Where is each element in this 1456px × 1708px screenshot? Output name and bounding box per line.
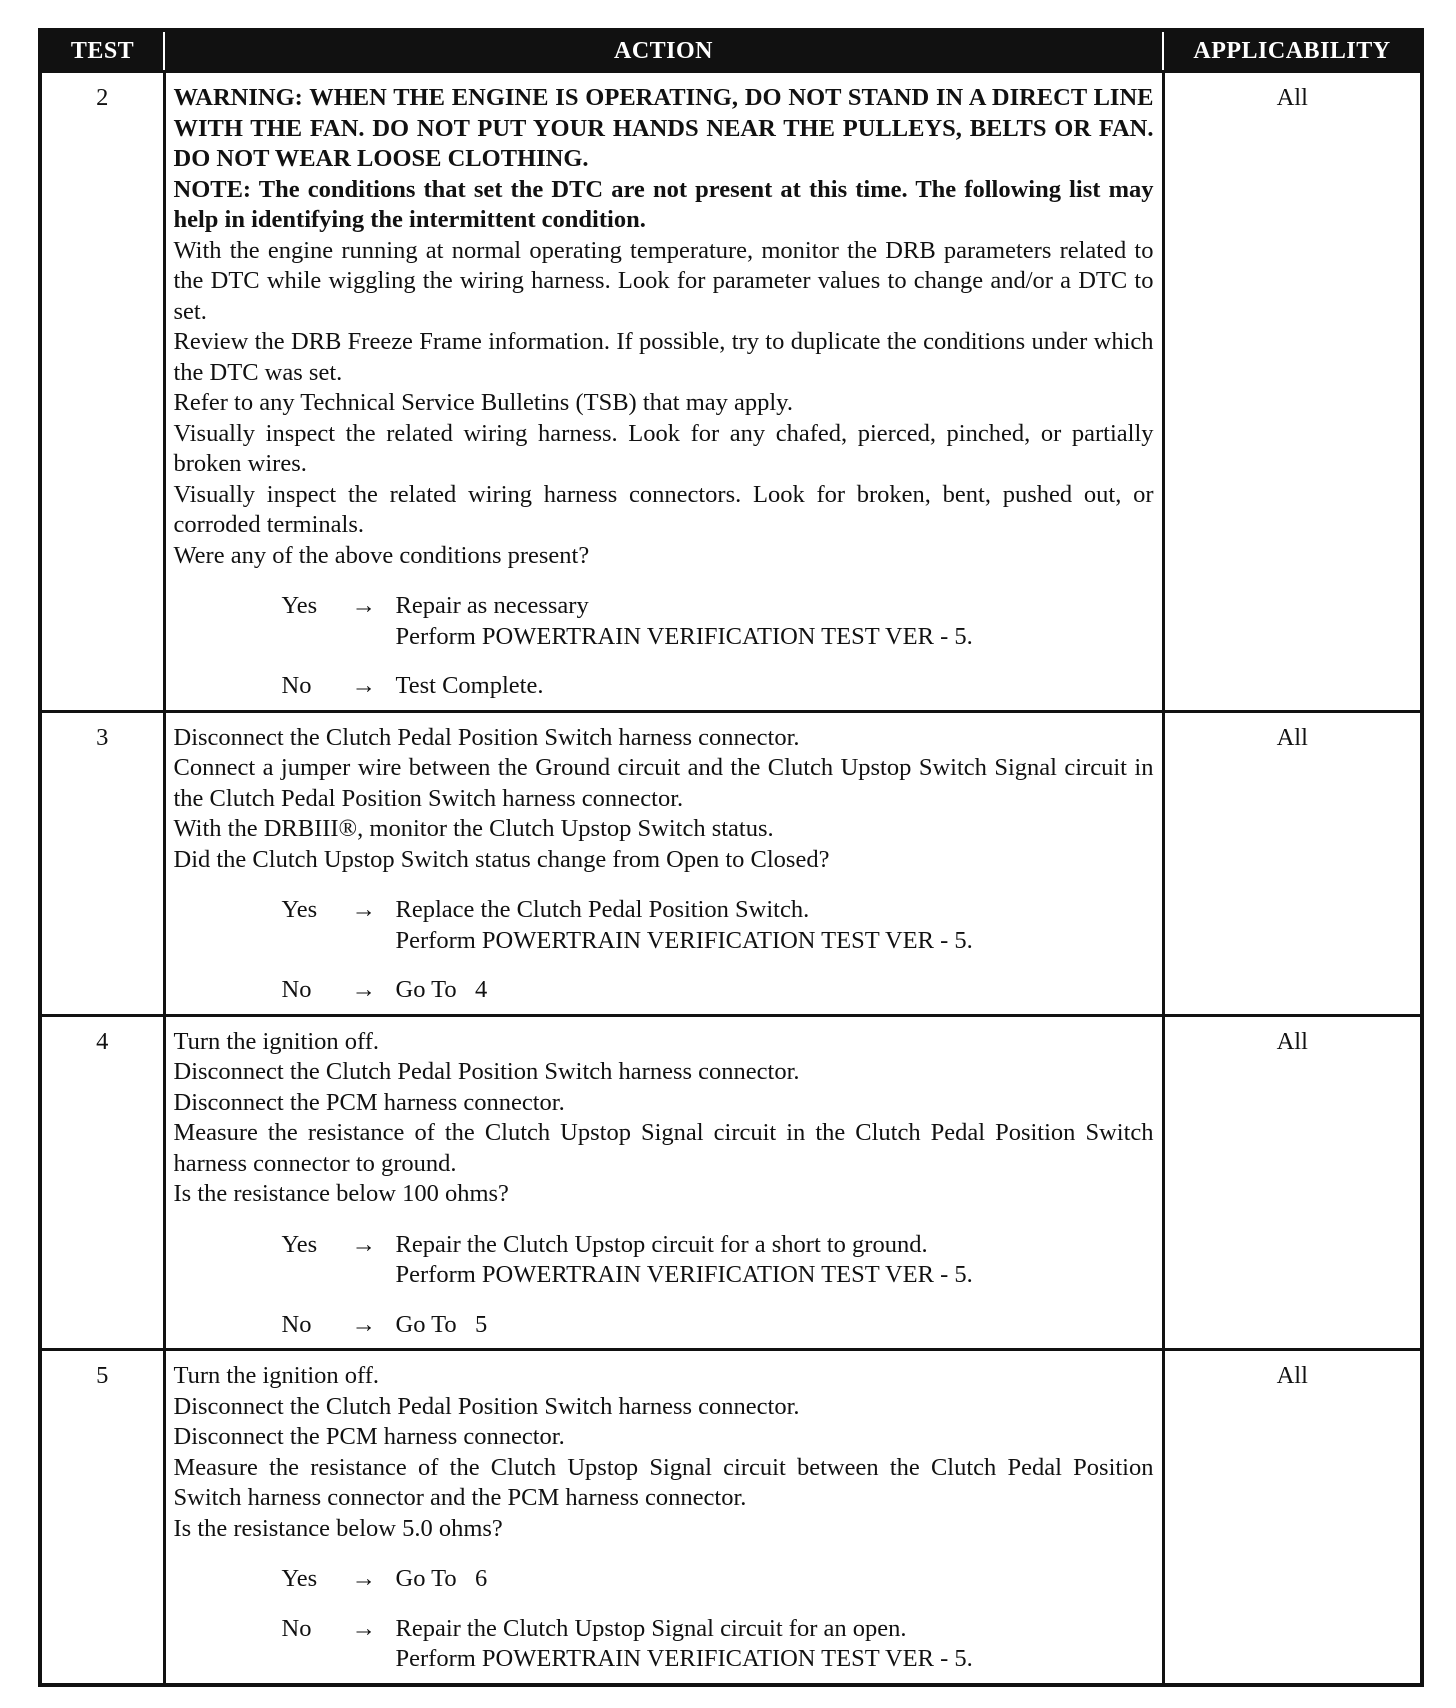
branch-text-line: Perform POWERTRAIN VERIFICATION TEST VER - 5. xyxy=(395,622,973,650)
test-number: 3 xyxy=(40,711,164,1015)
action-step-line: Disconnect the PCM harness connector. xyxy=(173,1423,565,1450)
branch-text xyxy=(396,975,1154,1006)
result-branch xyxy=(174,1614,1154,1675)
action-step-line: Disconnect the Clutch Pedal Position Switch harness connector. xyxy=(173,1392,800,1420)
branch-label: Yes xyxy=(281,896,318,923)
result-branches xyxy=(174,591,1154,702)
action-step-line: Visually inspect the related wiring harness connectors. Look for broken, bent, pushed out, or corroded terminals. xyxy=(173,480,1154,538)
branch-text-line: Repair the Clutch Upstop Signal circuit for an open. xyxy=(395,1614,907,1642)
result-branch xyxy=(174,975,1154,1006)
branch-label: No xyxy=(281,1614,312,1642)
arrow-right-icon: → xyxy=(351,1614,376,1642)
branch-text xyxy=(396,1564,1154,1595)
action-step-line: With the engine running at normal operating temperature, monitor the DRB parameters related to the DTC while wiggling the wiring harness. Look for parameter values to change and/or a DTC to set. xyxy=(173,236,1154,325)
action-cell xyxy=(164,1350,1163,1685)
branch-text xyxy=(396,591,1154,652)
result-branch xyxy=(174,591,1154,652)
action-step-line: Turn the ignition off. xyxy=(173,1362,380,1389)
branch-text-line: Perform POWERTRAIN VERIFICATION TEST VER - 5. xyxy=(395,926,973,954)
table-header-row xyxy=(40,30,1422,72)
action-step-line: Disconnect the Clutch Pedal Position Switch harness connector. xyxy=(173,1058,800,1085)
table-row xyxy=(40,711,1422,1015)
result-branch xyxy=(174,1564,1154,1595)
result-branch xyxy=(174,1310,1154,1341)
applicability-cell: All xyxy=(1163,711,1422,1015)
branch-label: No xyxy=(281,1310,312,1338)
test-number: 5 xyxy=(40,1350,164,1685)
branch-text-line: Test Complete. xyxy=(395,672,544,699)
action-step-line: Disconnect the Clutch Pedal Position Switch harness connector. xyxy=(173,723,800,751)
branch-text-line: Go To 4 xyxy=(395,976,488,1003)
table-row xyxy=(40,1350,1422,1685)
result-branch xyxy=(174,1230,1154,1291)
action-step-line: Were any of the above conditions present? xyxy=(173,541,590,569)
applicability-cell: All xyxy=(1163,72,1422,712)
branch-text xyxy=(396,1230,1154,1291)
branch-text-line: Perform POWERTRAIN VERIFICATION TEST VER - 5. xyxy=(395,1645,973,1672)
action-step-line: With the DRBIII®, monitor the Clutch Upstop Switch status. xyxy=(173,815,774,842)
diagnostic-table xyxy=(38,28,1424,1687)
arrow-right-icon: → xyxy=(351,592,376,619)
action-step-line: Refer to any Technical Service Bulletins (TSB) that may apply. xyxy=(173,389,793,416)
table-row xyxy=(40,1015,1422,1350)
branch-text-line: Replace the Clutch Pedal Position Switch. xyxy=(395,896,810,923)
action-cell xyxy=(164,72,1163,712)
action-cell xyxy=(164,1015,1163,1350)
result-branches xyxy=(174,1564,1154,1675)
action-step-line: Did the Clutch Upstop Switch status change from Open to Closed? xyxy=(173,845,830,873)
header-applicability: APPLICABILITY xyxy=(1163,30,1422,72)
action-step-line: Turn the ignition off. xyxy=(173,1027,380,1055)
action-step-line: Visually inspect the related wiring harness. Look for any chafed, pierced, pinched, or partially broken wires. xyxy=(173,419,1154,477)
result-branch xyxy=(174,895,1154,956)
diagnostic-page xyxy=(38,28,1420,1687)
arrow-right-icon: → xyxy=(351,976,376,1003)
header-test: TEST xyxy=(40,30,164,72)
action-cell xyxy=(164,711,1163,1015)
action-step-line: Connect a jumper wire between the Ground circuit and the Clutch Upstop Switch Signal circuit in the Clutch Pedal Position Switch harness connector. xyxy=(173,754,1154,812)
arrow-right-icon: → xyxy=(351,1310,376,1338)
action-step-line: Disconnect the PCM harness connector. xyxy=(173,1088,565,1116)
branch-text xyxy=(396,1310,1154,1341)
table-body xyxy=(40,72,1422,1685)
result-branches xyxy=(174,1230,1154,1341)
test-number: 2 xyxy=(40,72,164,712)
branch-label: Yes xyxy=(281,1230,318,1258)
branch-text xyxy=(396,895,1154,956)
branch-text-line: Go To 6 xyxy=(395,1565,488,1592)
applicability-cell: All xyxy=(1163,1350,1422,1685)
branch-text-line: Go To 5 xyxy=(395,1310,488,1338)
branch-label: No xyxy=(281,672,312,699)
branch-text xyxy=(396,1614,1154,1675)
branch-label: Yes xyxy=(281,592,318,619)
header-action: ACTION xyxy=(164,30,1163,72)
branch-text-line: Repair as necessary xyxy=(395,592,589,619)
result-branch xyxy=(174,671,1154,702)
action-step-line: Measure the resistance of the Clutch Upstop Signal circuit between the Clutch Pedal Position Switch harness connector and the PCM harness connector. xyxy=(173,1453,1154,1511)
applicability-cell: All xyxy=(1163,1015,1422,1350)
branch-text-line: Perform POWERTRAIN VERIFICATION TEST VER - 5. xyxy=(395,1261,973,1288)
arrow-right-icon: → xyxy=(351,672,376,699)
branch-text-line: Repair the Clutch Upstop circuit for a short to ground. xyxy=(395,1230,928,1258)
action-step-line: Is the resistance below 100 ohms? xyxy=(173,1180,509,1207)
branch-text xyxy=(396,671,1154,702)
action-step-line: Review the DRB Freeze Frame information. If possible, try to duplicate the conditions under which the DTC was set. xyxy=(173,328,1154,386)
arrow-right-icon: → xyxy=(351,896,376,923)
result-branches xyxy=(174,895,1154,1006)
action-warning-line: NOTE: The conditions that set the DTC are not present at this time. The following list may help in identifying the intermittent condition. xyxy=(173,175,1154,233)
action-step-line: Measure the resistance of the Clutch Upstop Signal circuit in the Clutch Pedal Position Switch harness connector to ground. xyxy=(173,1119,1154,1177)
branch-label: Yes xyxy=(281,1565,318,1592)
arrow-right-icon: → xyxy=(351,1230,376,1258)
arrow-right-icon: → xyxy=(351,1565,376,1592)
branch-label: No xyxy=(281,976,312,1003)
table-row xyxy=(40,72,1422,712)
action-step-line: Is the resistance below 5.0 ohms? xyxy=(173,1514,503,1542)
test-number: 4 xyxy=(40,1015,164,1350)
action-warning-line: WARNING: WHEN THE ENGINE IS OPERATING, DO NOT STAND IN A DIRECT LINE WITH THE FAN. DO NOT PUT YOUR HANDS NEAR THE PULLEYS, BELTS OR FAN. DO NOT WEAR LOOSE CLOTHING. xyxy=(173,84,1154,172)
